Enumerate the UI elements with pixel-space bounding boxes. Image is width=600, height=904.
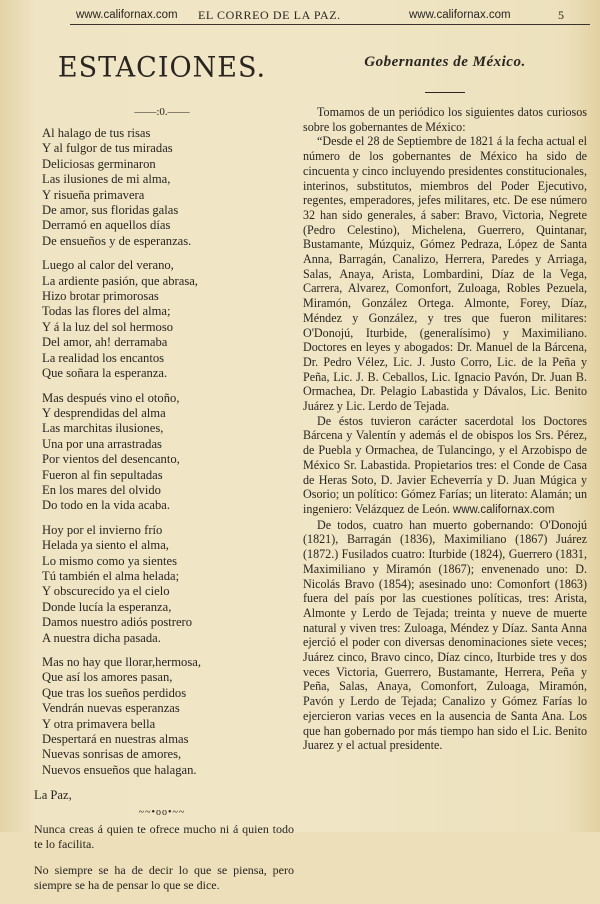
poem-line: La realidad los encantos <box>42 350 165 365</box>
article-rule <box>425 92 465 93</box>
poem-signoff: La Paz, <box>34 788 72 803</box>
poem-line: Todas las flores del alma; <box>42 304 171 319</box>
poem-line: Helada ya siento el alma, <box>42 538 169 553</box>
poem-line: De amor, sus floridas galas <box>42 203 179 218</box>
poem-line: La ardiente pasión, que abrasa, <box>42 273 198 288</box>
poem-line: Hoy por el invierno frío <box>42 522 163 537</box>
header-url-left: www.californax.com <box>76 9 178 21</box>
poem-stanza <box>30 523 294 646</box>
poem-line: Una por una arrastradas <box>42 436 162 451</box>
poem-line: Luego al calor del verano, <box>42 258 174 273</box>
poem-title: ESTACIONES. <box>57 51 267 84</box>
article-title: Gobernantes de México. <box>364 54 526 70</box>
poem-line: Que soñara la esperanza. <box>42 366 168 381</box>
poem-line: Y otra primavera bella <box>42 716 156 731</box>
poem-line: En los mares del olvido <box>42 482 161 497</box>
poem-line: Tú también el alma helada; <box>42 568 180 583</box>
poem-line: Nuevos ensueños que halagan. <box>42 762 197 777</box>
poem-line: Lo mismo como ya sientes <box>42 553 178 568</box>
ornament-divider: ~~•oo•~~ <box>138 807 186 819</box>
poem-line: Las ilusiones de mi alma, <box>42 172 171 187</box>
poem-line: Vendrán nuevas esperanzas <box>42 701 180 716</box>
poem-line: Nuevas sonrisas de amores, <box>42 747 182 762</box>
poem-body <box>30 126 294 778</box>
poem-line: Y á la luz del sol hermoso <box>42 319 174 334</box>
poem-line: Y al fulgor de tus miradas <box>42 141 173 156</box>
poem-line: Las marchitas ilusiones, <box>42 421 164 436</box>
header-url-right: www.californax.com <box>409 9 511 21</box>
poem-line: Del amor, ah! derramaba <box>42 335 168 350</box>
poem-line: Do todo en la vida acaba. <box>42 498 170 513</box>
poem-stanza <box>30 258 294 381</box>
poem-line: Mas después vino el otoño, <box>42 390 180 405</box>
right-column <box>303 40 587 753</box>
poem-line: Donde lucía la esperanza, <box>42 599 172 614</box>
poem-line: Y desprendidas del alma <box>42 405 166 420</box>
header-rule <box>70 24 590 25</box>
newspaper-title: EL CORREO DE LA PAZ. <box>198 8 341 22</box>
poem-line: Que así los amores pasan, <box>42 670 173 685</box>
poem-stanza <box>30 655 294 778</box>
poem-line: Y risueña primavera <box>42 187 145 202</box>
article-paragraph-1: Tomamos de un periódico los siguientes datos curiosos sobre los gobernantes de México: <box>303 105 587 134</box>
inline-url: www.californax.com <box>452 503 555 516</box>
poem-line: Por vientos del desencanto, <box>42 452 180 467</box>
note-paragraph-2: No siempre se ha de decir lo que se piensa, pero siempre se ha de pensar lo que se dice. <box>34 863 294 892</box>
poem-separator: ——:0.—— <box>134 106 190 118</box>
article-paragraph-2: “Desde el 28 de Septiembre de 1821 á la fecha actual el número de los gobernantes de México ha sido de cincuenta y cinco incluyendo presidentes constitucionales, interinos, substitutos, miembros del Poder Ejecutivo, regentes, emperadores, jefes militares, etc. De ese número 32 han sido generales, á saber: Bravo, Victoria, Negrete (Pedro Celestino), Michelena, Guerrero, Quintanar, Bustamante, Múzquiz, Gómez Pedraza, López de Santa Anna, Barragán, Canalizo, Herrera, Paredes y Arriaga, Salas, Anaya, Arista, Lombardini, Díaz de la Vega, Carrera, Alvarez, Comonfort, Zuloaga, Robles Pezuela, Miramón, González Ortega. Almonte, Forey, Díaz, Méndez y González, y tres que fueron militares: O'Donojú, Iturbide, (generalísimo) y Maximiliano. Doctores en leyes y abogados: Dr. Manuel de la Bárcena, Dr. Pedro Vélez, Lic. J. Justo Corro, Lic. de la Peña y Peña, Lic. J. B. Ceballos, Lic. Ignacio Pavón, Dr. Juan B. Ormachea, Dr. Pelagio Labastida y Dávalos, Lic. Benito Juárez y Lic. Lerdo de Tejada. <box>303 134 587 414</box>
poem-line: A nuestra dicha pasada. <box>42 630 161 645</box>
poem-line: Derramó en aquellos días <box>42 218 171 233</box>
page-header <box>76 7 576 23</box>
article-paragraph-3: De éstos tuvieron carácter sacerdotal los Doctores Bárcena y Valentín y además el de obispos los Srs. Pérez, de Puebla y Ormachea, de Tulancingo, y el Arzobispo de México Sr. Labastida. Propietarios tres: el Conde de Casa de Heras Soto, D. Javier Echeverría y D. Juan Múgica y Osorio; un político: Gómez Farías; un literato: Alamán; un ingeniero: Velázquez de León. www.californax.com <box>303 413 587 516</box>
poem-line: Y obscurecido ya el cielo <box>42 584 170 599</box>
left-column <box>30 40 294 904</box>
poem-line: Fueron al fin sepultadas <box>42 467 163 482</box>
poem-line: Despertará en nuestras almas <box>42 732 189 747</box>
poem-line: Hizo brotar primorosas <box>42 289 159 304</box>
poem-line: Deliciosas germinaron <box>42 156 156 171</box>
poem-stanza <box>30 126 294 249</box>
poem-line: Al halago de tus risas <box>42 126 151 140</box>
poem-stanza <box>30 391 294 514</box>
poem-line: Mas no hay que llorar,hermosa, <box>42 655 201 669</box>
poem-line: De ensueños y de esperanzas. <box>42 233 192 248</box>
article-paragraph-4: De todos, cuatro han muerto gobernando: O'Donojú (1821), Barragán (1836), Maximiliano (1867) Juárez (1872.) Fusilados cuatro: Iturbide (1824), Guerrero (1831, Maximiliano y Miramón (1867); envenenado uno: D. Nicolás Bravo (1854); asesinado uno: Comonfort (1863) fuera del país por las cuestiones políticas, tres: Arista, Almonte y Lerdo de Tejada; treinta y nueve de muerte natural y viven tres: Zuloaga, Méndez y Díaz. Santa Anna ejerció el poder con diversas denominaciones siete veces; Juárez cinco, Bravo cinco, Díaz cinco, Iturbide tres y dos veces Victoria, Guerrero, Bustamante, Herrera, Peña y Peña, Salas, Anaya, Comonfort, Zuloaga, Miramón, Pavón y Lerdo de Tejada; Canalizo y Gómez Farías lo ejercieron varias veces en la ausencia de Santa Ana. Los que han gobernado por más tiempo han sido el Lic. Benito Juarez y el actual presidente. <box>303 517 587 753</box>
poem-line: Damos nuestro adiós postrero <box>42 615 193 630</box>
page-number: 5 <box>558 8 564 22</box>
note-paragraph-1: Nunca creas á quien te ofrece mucho ni á quien todo te lo facilita. <box>34 822 294 851</box>
poem-line: Que tras los sueños perdidos <box>42 685 187 700</box>
